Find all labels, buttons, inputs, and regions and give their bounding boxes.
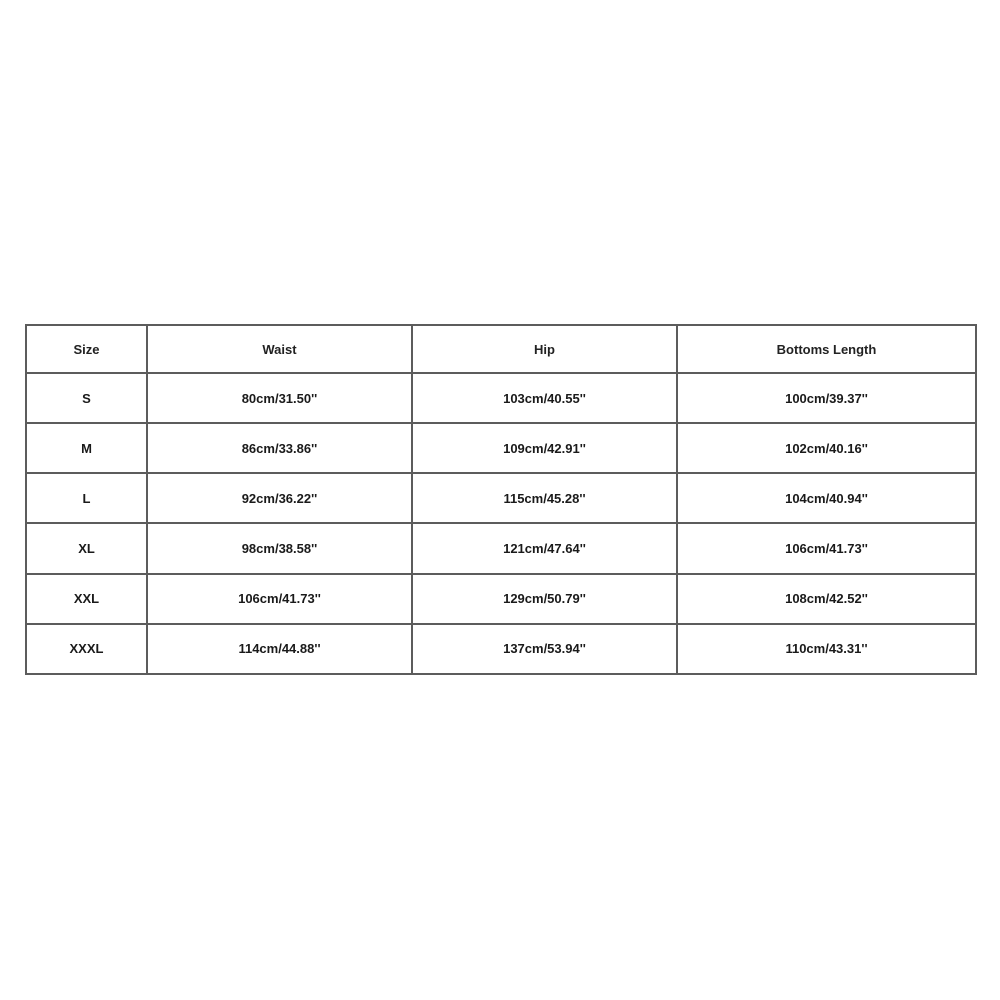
table-row <box>26 574 976 624</box>
cell-waist: 106cm/41.73'' <box>147 574 412 624</box>
cell-hip: 115cm/45.28'' <box>412 473 677 523</box>
table-row <box>26 423 976 473</box>
table-row <box>26 523 976 573</box>
size-chart-table <box>25 324 977 675</box>
cell-bottoms-length: 104cm/40.94'' <box>677 473 976 523</box>
cell-hip: 129cm/50.79'' <box>412 574 677 624</box>
cell-hip: 103cm/40.55'' <box>412 373 677 423</box>
cell-bottoms-length: 110cm/43.31'' <box>677 624 976 674</box>
cell-size: XL <box>26 523 147 573</box>
cell-size: XXXL <box>26 624 147 674</box>
header-hip: Hip <box>412 325 677 373</box>
cell-waist: 98cm/38.58'' <box>147 523 412 573</box>
table-row <box>26 373 976 423</box>
cell-bottoms-length: 108cm/42.52'' <box>677 574 976 624</box>
cell-waist: 80cm/31.50'' <box>147 373 412 423</box>
header-waist: Waist <box>147 325 412 373</box>
cell-bottoms-length: 106cm/41.73'' <box>677 523 976 573</box>
cell-hip: 121cm/47.64'' <box>412 523 677 573</box>
cell-waist: 92cm/36.22'' <box>147 473 412 523</box>
table-row <box>26 473 976 523</box>
cell-waist: 114cm/44.88'' <box>147 624 412 674</box>
header-row <box>26 325 976 373</box>
cell-hip: 137cm/53.94'' <box>412 624 677 674</box>
cell-bottoms-length: 102cm/40.16'' <box>677 423 976 473</box>
cell-size: S <box>26 373 147 423</box>
cell-size: XXL <box>26 574 147 624</box>
table-row <box>26 624 976 674</box>
header-bottoms-length: Bottoms Length <box>677 325 976 373</box>
cell-size: L <box>26 473 147 523</box>
cell-waist: 86cm/33.86'' <box>147 423 412 473</box>
header-size: Size <box>26 325 147 373</box>
cell-hip: 109cm/42.91'' <box>412 423 677 473</box>
cell-size: M <box>26 423 147 473</box>
cell-bottoms-length: 100cm/39.37'' <box>677 373 976 423</box>
